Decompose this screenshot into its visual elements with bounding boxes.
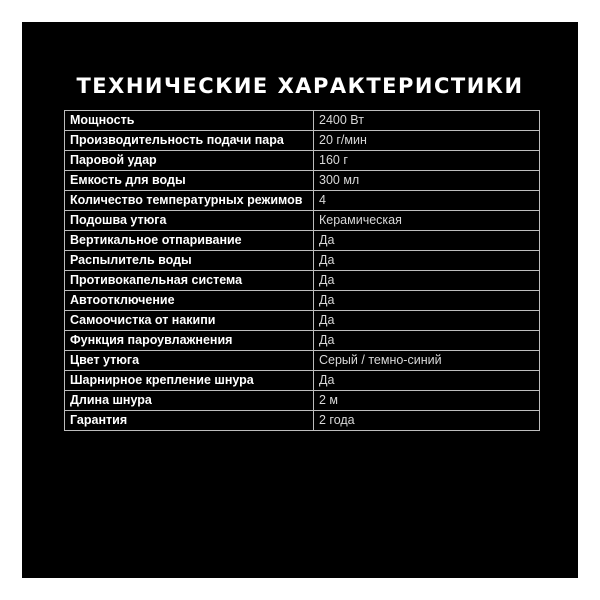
spec-name: Вертикальное отпаривание — [65, 231, 314, 251]
spec-name: Производительность подачи пара — [65, 131, 314, 151]
spec-name: Длина шнура — [65, 391, 314, 411]
spec-value: 300 мл — [314, 171, 540, 191]
spec-name: Количество температурных режимов — [65, 191, 314, 211]
spec-name: Самоочистка от накипи — [65, 311, 314, 331]
table-row — [65, 171, 540, 191]
spec-value: 160 г — [314, 151, 540, 171]
spec-panel — [22, 22, 578, 578]
table-row — [65, 351, 540, 371]
spec-value: 2400 Вт — [314, 111, 540, 131]
table-row — [65, 371, 540, 391]
table-row — [65, 131, 540, 151]
spec-name: Емкость для воды — [65, 171, 314, 191]
spec-name: Мощность — [65, 111, 314, 131]
spec-name: Распылитель воды — [65, 251, 314, 271]
spec-value: Да — [314, 331, 540, 351]
table-row — [65, 211, 540, 231]
spec-value: Да — [314, 231, 540, 251]
spec-name: Гарантия — [65, 411, 314, 431]
spec-name: Подошва утюга — [65, 211, 314, 231]
table-row — [65, 251, 540, 271]
spec-value: Да — [314, 291, 540, 311]
page-title: ТЕХНИЧЕСКИЕ ХАРАКТЕРИСТИКИ — [76, 74, 524, 98]
spec-value: 20 г/мин — [314, 131, 540, 151]
table-row — [65, 311, 540, 331]
table-row — [65, 391, 540, 411]
spec-name: Паровой удар — [65, 151, 314, 171]
table-row — [65, 331, 540, 351]
spec-value: Да — [314, 371, 540, 391]
table-row — [65, 191, 540, 211]
spec-value: Да — [314, 311, 540, 331]
table-row — [65, 111, 540, 131]
spec-value: 2 года — [314, 411, 540, 431]
spec-table — [64, 110, 540, 431]
spec-value: 4 — [314, 191, 540, 211]
spec-value: Да — [314, 251, 540, 271]
table-row — [65, 231, 540, 251]
spec-name: Противокапельная система — [65, 271, 314, 291]
spec-table-body — [65, 111, 540, 431]
spec-name: Цвет утюга — [65, 351, 314, 371]
spec-name: Шарнирное крепление шнура — [65, 371, 314, 391]
spec-value: 2 м — [314, 391, 540, 411]
spec-name: Функция пароувлажнения — [65, 331, 314, 351]
spec-value: Керамическая — [314, 211, 540, 231]
table-row — [65, 271, 540, 291]
spec-value: Серый / темно-синий — [314, 351, 540, 371]
table-row — [65, 411, 540, 431]
table-row — [65, 291, 540, 311]
table-row — [65, 151, 540, 171]
spec-value: Да — [314, 271, 540, 291]
spec-name: Автоотключение — [65, 291, 314, 311]
